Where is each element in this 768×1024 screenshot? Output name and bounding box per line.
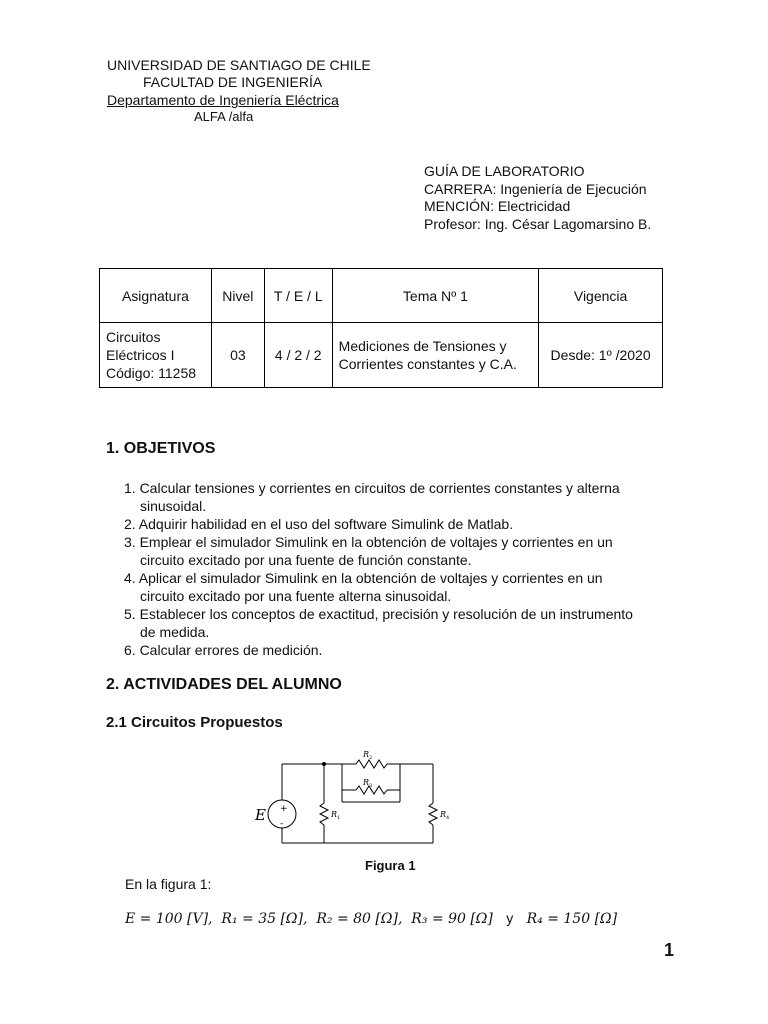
table-header-cell: Vigencia [539,269,663,323]
table-header-cell: T / E / L [264,269,332,323]
r3-sub: 3 [369,783,373,789]
list-item-text: circuito excitado por una fuente alterna sinusoidal. [140,588,452,604]
list-item-text: 3. Emplear el simulador Simulink en la obtención de voltajes y corrientes en un [124,534,613,550]
source-minus: - [280,819,284,829]
source-plus: + [280,804,288,814]
eq-r2: R₂ = 80 [Ω], [316,911,403,927]
topic-cell [332,323,539,388]
list-item-text: de medida. [140,624,210,640]
faculty-name: FACULTAD DE INGENIERÍA [143,74,323,90]
university-name: UNIVERSIDAD DE SANTIAGO DE CHILE [107,57,371,73]
mention-line: MENCIÓN: Electricidad [424,198,571,214]
r4-sub: 4 [446,815,450,821]
subject-cell [100,323,212,388]
department-name: Departamento de Ingeniería Eléctrica [107,92,339,108]
list-item-text: circuito excitado por una fuente de función constante. [140,552,472,568]
circuit-values-equation [125,910,617,927]
course-table [99,268,663,388]
table-row [100,323,663,388]
list-item-text: 2. Adquirir habilidad en el uso del software Simulink de Matlab. [124,516,514,532]
list-item [124,641,677,659]
subject-line: Circuitos [106,329,161,345]
list-item-text: 1. Calcular tensiones y corrientes en circuitos de corrientes constantes y alterna [124,480,620,496]
list-item [124,533,677,569]
career-line: CARRERA: Ingeniería de Ejecución [424,181,647,197]
guide-title: GUÍA DE LABORATORIO [424,163,585,179]
r1-label: R [331,810,338,819]
list-item [124,515,677,533]
r4-resistor [429,803,437,825]
r2-sub: 2 [369,755,373,761]
objectives-list [124,479,677,659]
table-header-cell: Asignatura [100,269,212,323]
eq-r3: R₃ = 90 [Ω] [411,911,493,927]
r2-label: R [363,750,370,759]
figure-intro: En la figura 1: [125,876,212,892]
list-item [124,569,677,605]
subject-line: Código: 11258 [106,365,197,381]
table-header-cell: Nivel [211,269,264,323]
circuit-diagram [250,745,460,850]
page-number: 1 [664,940,675,960]
eq-and: y [506,910,514,926]
r3-label: R [363,778,370,787]
topic-line: Mediciones de Tensiones y [338,338,507,354]
table-header-cell: Tema Nº 1 [332,269,539,323]
validity-cell: Desde: 1º /2020 [539,323,663,388]
section-objectives-title: 1. OBJETIVOS [106,440,216,457]
eq-e: E = 100 [V], [125,911,213,927]
r1-resistor [320,803,328,825]
level-cell: 03 [211,323,264,388]
list-item [124,479,677,515]
r4-label: R [440,810,447,819]
section-activities-title: 2. ACTIVIDADES DEL ALUMNO [106,676,342,693]
list-item-text: 4. Aplicar el simulador Simulink en la obtención de voltajes y corrientes en un [124,570,603,586]
topic-line: Corrientes constantes y C.A. [338,356,517,372]
source-label: E [255,806,266,824]
professor-line: Profesor: Ing. César Lagomarsino B. [424,216,652,232]
tel-cell: 4 / 2 / 2 [264,323,332,388]
table-header-row [100,269,663,323]
eq-r4: R₄ = 150 [Ω] [526,911,618,927]
subsection-title: 2.1 Circuitos Propuestos [106,714,283,731]
r2-resistor [356,760,387,768]
list-item [124,605,677,641]
list-item-text: 6. Calcular errores de medición. [124,642,323,658]
r1-sub: 1 [337,815,341,821]
list-item-text: sinusoidal. [140,498,207,514]
subject-line: Eléctricos I [106,347,175,363]
list-item-text: 5. Establecer los conceptos de exactitud, precisión y resolución de un instrumento [124,606,633,622]
figure-caption: Figura 1 [365,858,416,873]
doc-code: ALFA /alfa [194,109,254,124]
eq-r1: R₁ = 35 [Ω], [221,911,308,927]
